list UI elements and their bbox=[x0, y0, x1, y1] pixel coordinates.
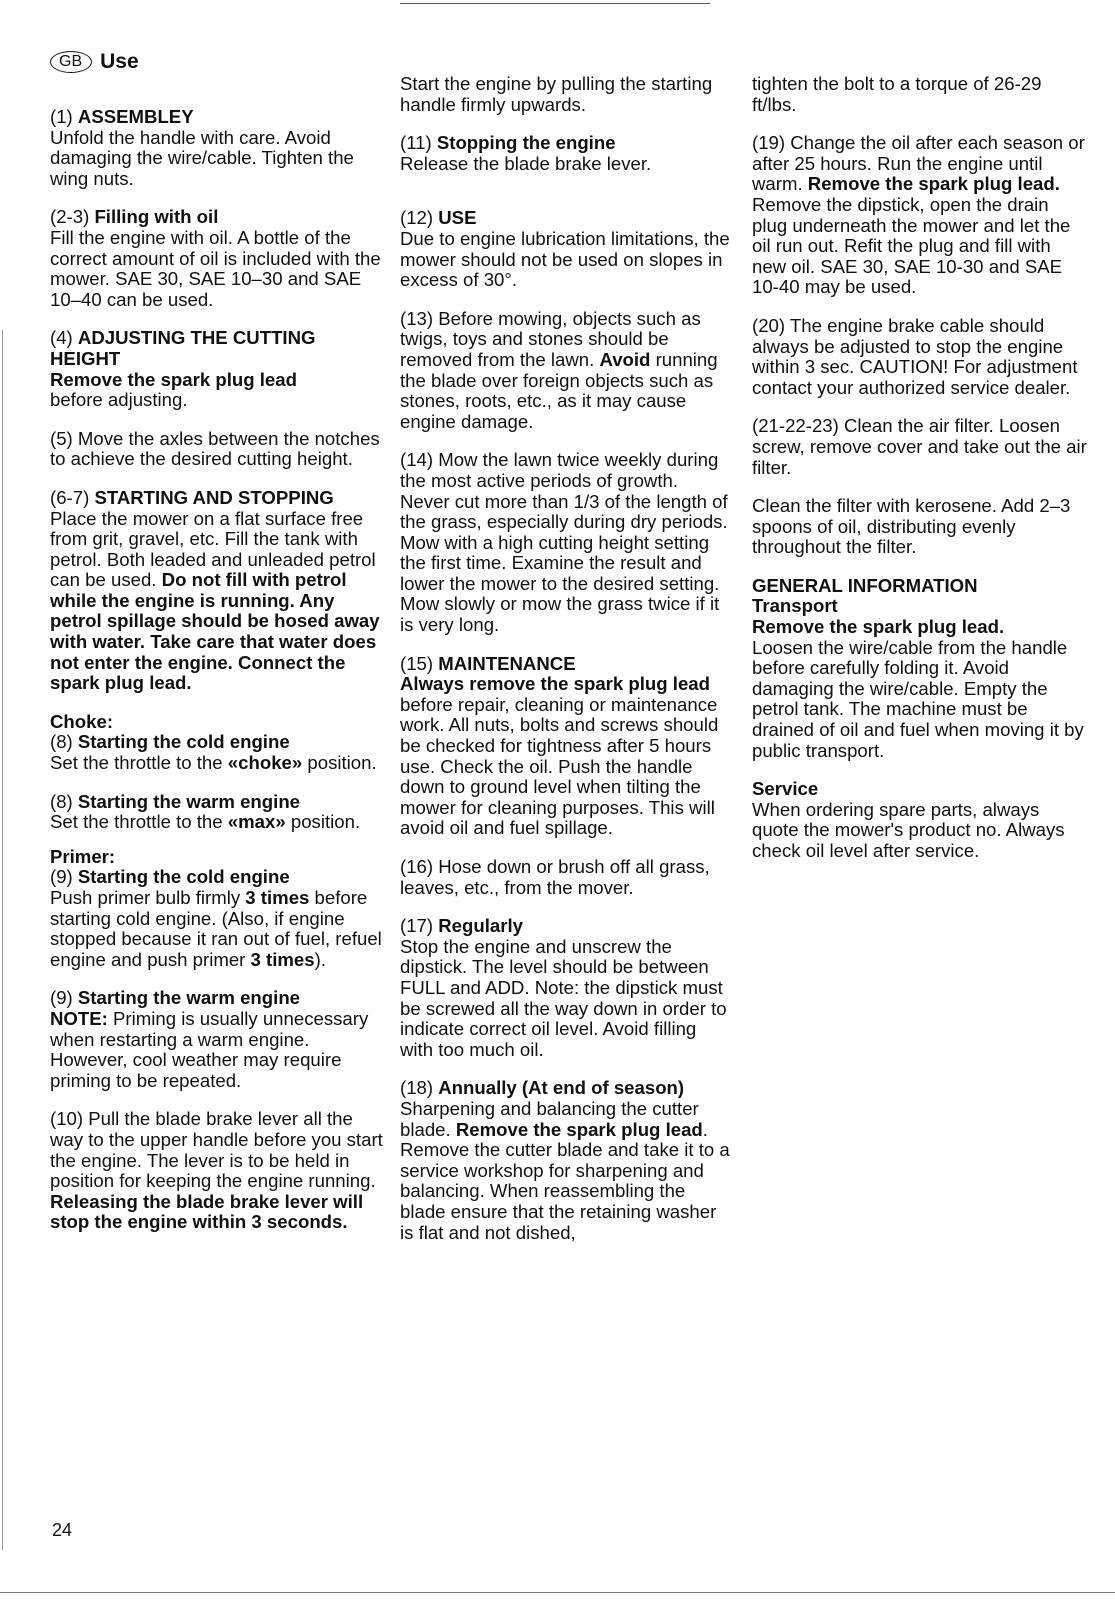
hose-down-block: (16) Hose down or brush off all grass, leaves, etc., from the mover. bbox=[400, 856, 710, 898]
choke-cold-block: Choke: (8) Starting the cold engine Set the throttle to the «choke» position. bbox=[50, 710, 377, 774]
service-heading: Service bbox=[752, 778, 819, 800]
axles-block: (5) Move the axles between the notches to achieve the desired cutting height. bbox=[50, 427, 380, 470]
assembly-heading: ASSEMBLEY bbox=[77, 106, 194, 127]
before-mowing-block: (13) Before mowing, objects such as twigs, toys and stones should be removed from the lawn. Avoid running the blade over foreign objects such as stones, roots, etc., as it may cause engine damage. bbox=[400, 307, 718, 432]
general-information-block: GENERAL INFORMATION Transport Remove the spark plug lead. Loosen the wire/cable from the handle before carefully folding it. Avoid damaging the wire/cable. Empty the petrol tank. The machine must be drained of oil and fuel when moving it by public transport. bbox=[752, 574, 1084, 761]
primer-warm-block: (9) Starting the warm engine NOTE: Priming is usually unnecessary when restarting a warm engine. However, cool weather may require priming to be repeated. bbox=[50, 987, 369, 1091]
blade-brake-warning: Releasing the blade brake lever will stop the engine within 3 seconds. bbox=[50, 1190, 364, 1233]
cutting-height-heading: ADJUSTING THE CUTTING HEIGHT bbox=[50, 327, 316, 369]
maintenance-heading: MAINTENANCE bbox=[438, 652, 576, 674]
annually-heading: Annually (At end of season) bbox=[438, 1077, 685, 1099]
oil-filling-block: (2-3) Filling with oil Fill the engine with oil. A bottle of the correct amount of oil is included with the mower. SAE 30, SAE 10–30 and SAE 10–40 can be used. bbox=[50, 206, 381, 310]
column-2 bbox=[400, 74, 730, 1261]
starting-stopping-block: (6-7) STARTING AND STOPPING Place the mower on a flat surface free from grit, gravel, etc. Fill the tank with petrol. Both leaded and unleaded petrol can be used. Do not fill with petrol while the engine is running. Any petrol spillage should be hosed away with water. Take care that water does not enter the engine. Connect the spark plug lead. bbox=[50, 486, 380, 694]
primer-cold-block: Primer: (9) Starting the cold engine Push primer bulb firmly 3 times before starting cold engine. (Also, if engine stopped because it ran out of fuel, refuel engine and push primer 3 times). bbox=[50, 845, 382, 970]
stopping-engine-block: (11) Stopping the engine Release the blade brake lever. bbox=[400, 132, 652, 174]
brake-cable-block: (20) The engine brake cable should always be adjusted to stop the engine within 3 sec. CAUTION! For adjustment contact your authorized service dealer. bbox=[752, 314, 1078, 398]
column-3 bbox=[752, 74, 1087, 880]
regularly-block: (17) Regularly Stop the engine and unscrew the dipstick. The level should be between FULL and ADD. Note: the dipstick must be screwed all the way down in order to indicate correct oil level. Avoid filling with too much oil. bbox=[400, 915, 727, 1060]
assembly-block: (1) ASSEMBLEY Unfold the handle with care. Avoid damaging the wire/cable. Tighten the wing nuts. bbox=[50, 106, 354, 189]
column-1 bbox=[50, 107, 385, 1251]
torque-block: tighten the bolt to a torque of 26-29 ft/lbs. bbox=[752, 73, 1042, 115]
bottom-rule bbox=[0, 1592, 1115, 1593]
section-title: Use bbox=[100, 50, 139, 73]
blade-brake-block: (10) Pull the blade brake lever all the way to the upper handle before you start the engine. The lever is to be held in position for keeping the engine running. Releasing the blade brake lever will stop the engine within 3 seconds. bbox=[50, 1108, 383, 1233]
choke-heading: Choke: bbox=[50, 710, 114, 732]
maintenance-block: (15) MAINTENANCE Always remove the spark plug lead before repair, cleaning or maintenance work. All nuts, bolts and screws should be checked for tightness after 5 hours use. Check the oil. Push the handle down to ground level when tilting the mower for cleaning purposes. This will avoid oil and fuel spillage. bbox=[400, 652, 719, 839]
transport-heading: Transport bbox=[752, 595, 838, 617]
top-rule bbox=[400, 3, 710, 4]
assembly-text: Unfold the handle with care. Avoid damaging the wire/cable. Tighten the wing nuts. bbox=[50, 126, 354, 189]
starting-stopping-heading: STARTING AND STOPPING bbox=[94, 486, 334, 508]
page-number: 24 bbox=[52, 1520, 73, 1540]
service-block: Service When ordering spare parts, always quote the mower's product no. Always check oil level after service. bbox=[752, 778, 1065, 861]
cutting-height-block: (4) ADJUSTING THE CUTTING HEIGHT Remove the spark plug lead before adjusting. bbox=[50, 327, 316, 411]
use-block: (12) USE Due to engine lubrication limitations, the mower should not be used on slopes in excess of 30°. bbox=[400, 207, 730, 291]
mowing-block: (14) Mow the lawn twice weekly during the most active periods of growth. Never cut more than 1/3 of the length of the grass, especially during dry periods. Mow with a high cutting height setting the first time. Examine the result and lower the mower to the desired setting. Mow slowly or mow the grass twice if it is very long. bbox=[400, 449, 728, 636]
oil-filling-heading: Filling with oil bbox=[94, 206, 219, 228]
spark-plug-warning: Remove the spark plug lead bbox=[50, 368, 297, 390]
stopping-engine-heading: Stopping the engine bbox=[436, 132, 616, 154]
use-heading: USE bbox=[438, 207, 477, 229]
choke-warm-block: (8) Starting the warm engine Set the throttle to the «max» position. bbox=[50, 790, 361, 833]
section-header bbox=[50, 50, 139, 74]
start-engine-block: Start the engine by pulling the starting handle firmly upwards. bbox=[400, 73, 713, 115]
oil-filling-text: Fill the engine with oil. A bottle of the correct amount of oil is included with the mower. SAE 30, SAE 10–30 and SAE 10–40 can be used. bbox=[50, 226, 381, 310]
filter-cleaning-block: Clean the filter with kerosene. Add 2–3 spoons of oil, distributing evenly throughout the filter. bbox=[752, 495, 1071, 558]
gb-language-badge: GB bbox=[50, 51, 92, 73]
left-edge-rule bbox=[2, 330, 3, 1550]
petrol-warning: Do not fill with petrol while the engine is running. Any petrol spillage should be hosed away with water. Take care that water does not enter the engine. Connect the spark plug lead. bbox=[50, 569, 380, 694]
oil-change-block: (19) Change the oil after each season or after 25 hours. Run the engine until warm. Remove the spark plug lead. Remove the dipstick, open the drain plug underneath the mower and let the oil run out. Refit the plug and fill with new oil. SAE 30, SAE 10-30 and SAE 10-40 may be used. bbox=[752, 132, 1085, 298]
general-information-heading: GENERAL INFORMATION bbox=[752, 574, 978, 596]
annually-block: (18) Annually (At end of season) Sharpening and balancing the cutter blade. Remove the spark plug lead. Remove the cutter blade and take it to a service workshop for sharpening and balancing. When reassembling the blade ensure that the retaining washer is flat and not dished, bbox=[400, 1077, 730, 1243]
primer-heading: Primer: bbox=[50, 845, 116, 867]
regularly-heading: Regularly bbox=[438, 915, 523, 937]
air-filter-block: (21-22-23) Clean the air filter. Loosen screw, remove cover and take out the air filter. bbox=[752, 415, 1087, 478]
